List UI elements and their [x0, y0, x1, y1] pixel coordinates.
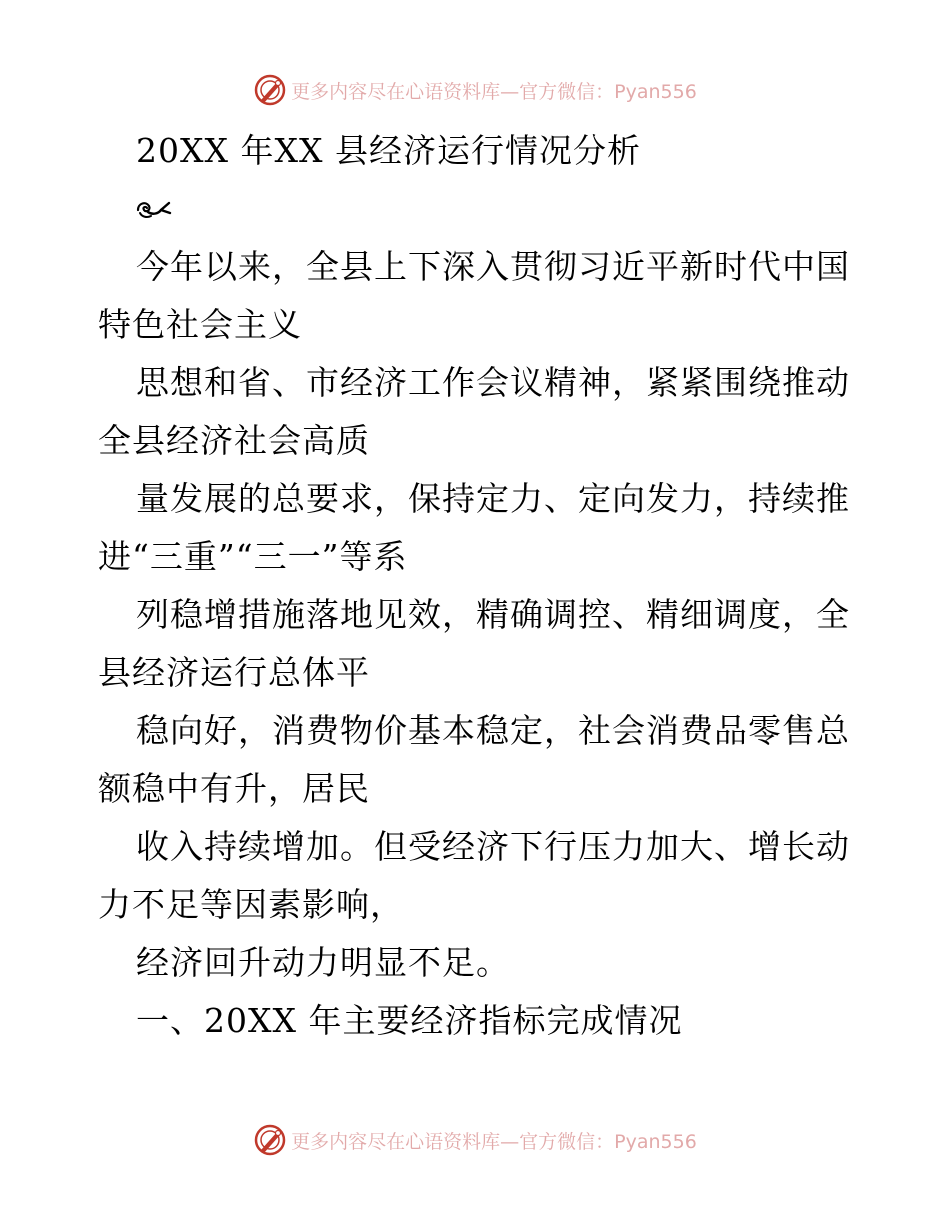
text-line: 思想和省、市经济工作会议精神，紧紧围绕推动 — [136, 363, 850, 402]
text-line: 今年以来，全县上下深入贯彻习近平新时代中国 — [136, 247, 850, 286]
banner-text — [291, 1127, 697, 1154]
text-line: 量发展的总要求，保持定力、定向发力，持续推 — [136, 479, 850, 518]
paragraph-lines — [98, 238, 858, 1050]
text-line: 一、20XX 年主要经济指标完成情况 — [136, 1001, 683, 1040]
fleuron-ornament-icon — [136, 198, 172, 220]
text-line: 额稳中有升，居民 — [98, 769, 370, 808]
text-line: 全县经济社会高质 — [98, 421, 370, 460]
header-banner — [0, 70, 950, 110]
banner-wechat-id: Pyan556 — [614, 80, 697, 103]
text-line: 收入持续增加。但受经济下行压力加大、增长动 — [136, 827, 850, 866]
ornament-row — [98, 180, 858, 238]
document-title: 20XX 年XX 县经济运行情况分析 — [136, 131, 641, 170]
banner-label: 更多内容尽在心语资料库—官方微信： — [291, 1130, 615, 1153]
banner-text — [291, 77, 697, 104]
banner-wechat-id: Pyan556 — [614, 1130, 697, 1153]
text-line: 稳向好，消费物价基本稳定，社会消费品零售总 — [136, 711, 850, 750]
document-body — [98, 122, 858, 1050]
pen-nib-logo-icon — [253, 1123, 287, 1157]
pen-nib-logo-icon — [253, 73, 287, 107]
text-line: 列稳增措施落地见效，精确调控、精细调度，全 — [136, 595, 850, 634]
text-line: 经济回升动力明显不足。 — [136, 943, 510, 982]
text-line: 特色社会主义 — [98, 305, 302, 344]
text-line: 县经济运行总体平 — [98, 653, 370, 692]
banner-label: 更多内容尽在心语资料库—官方微信： — [291, 80, 615, 103]
footer-banner — [0, 1120, 950, 1160]
text-line: 力不足等因素影响， — [98, 885, 404, 924]
text-line: 进“三重”“三一”等系 — [98, 537, 408, 576]
